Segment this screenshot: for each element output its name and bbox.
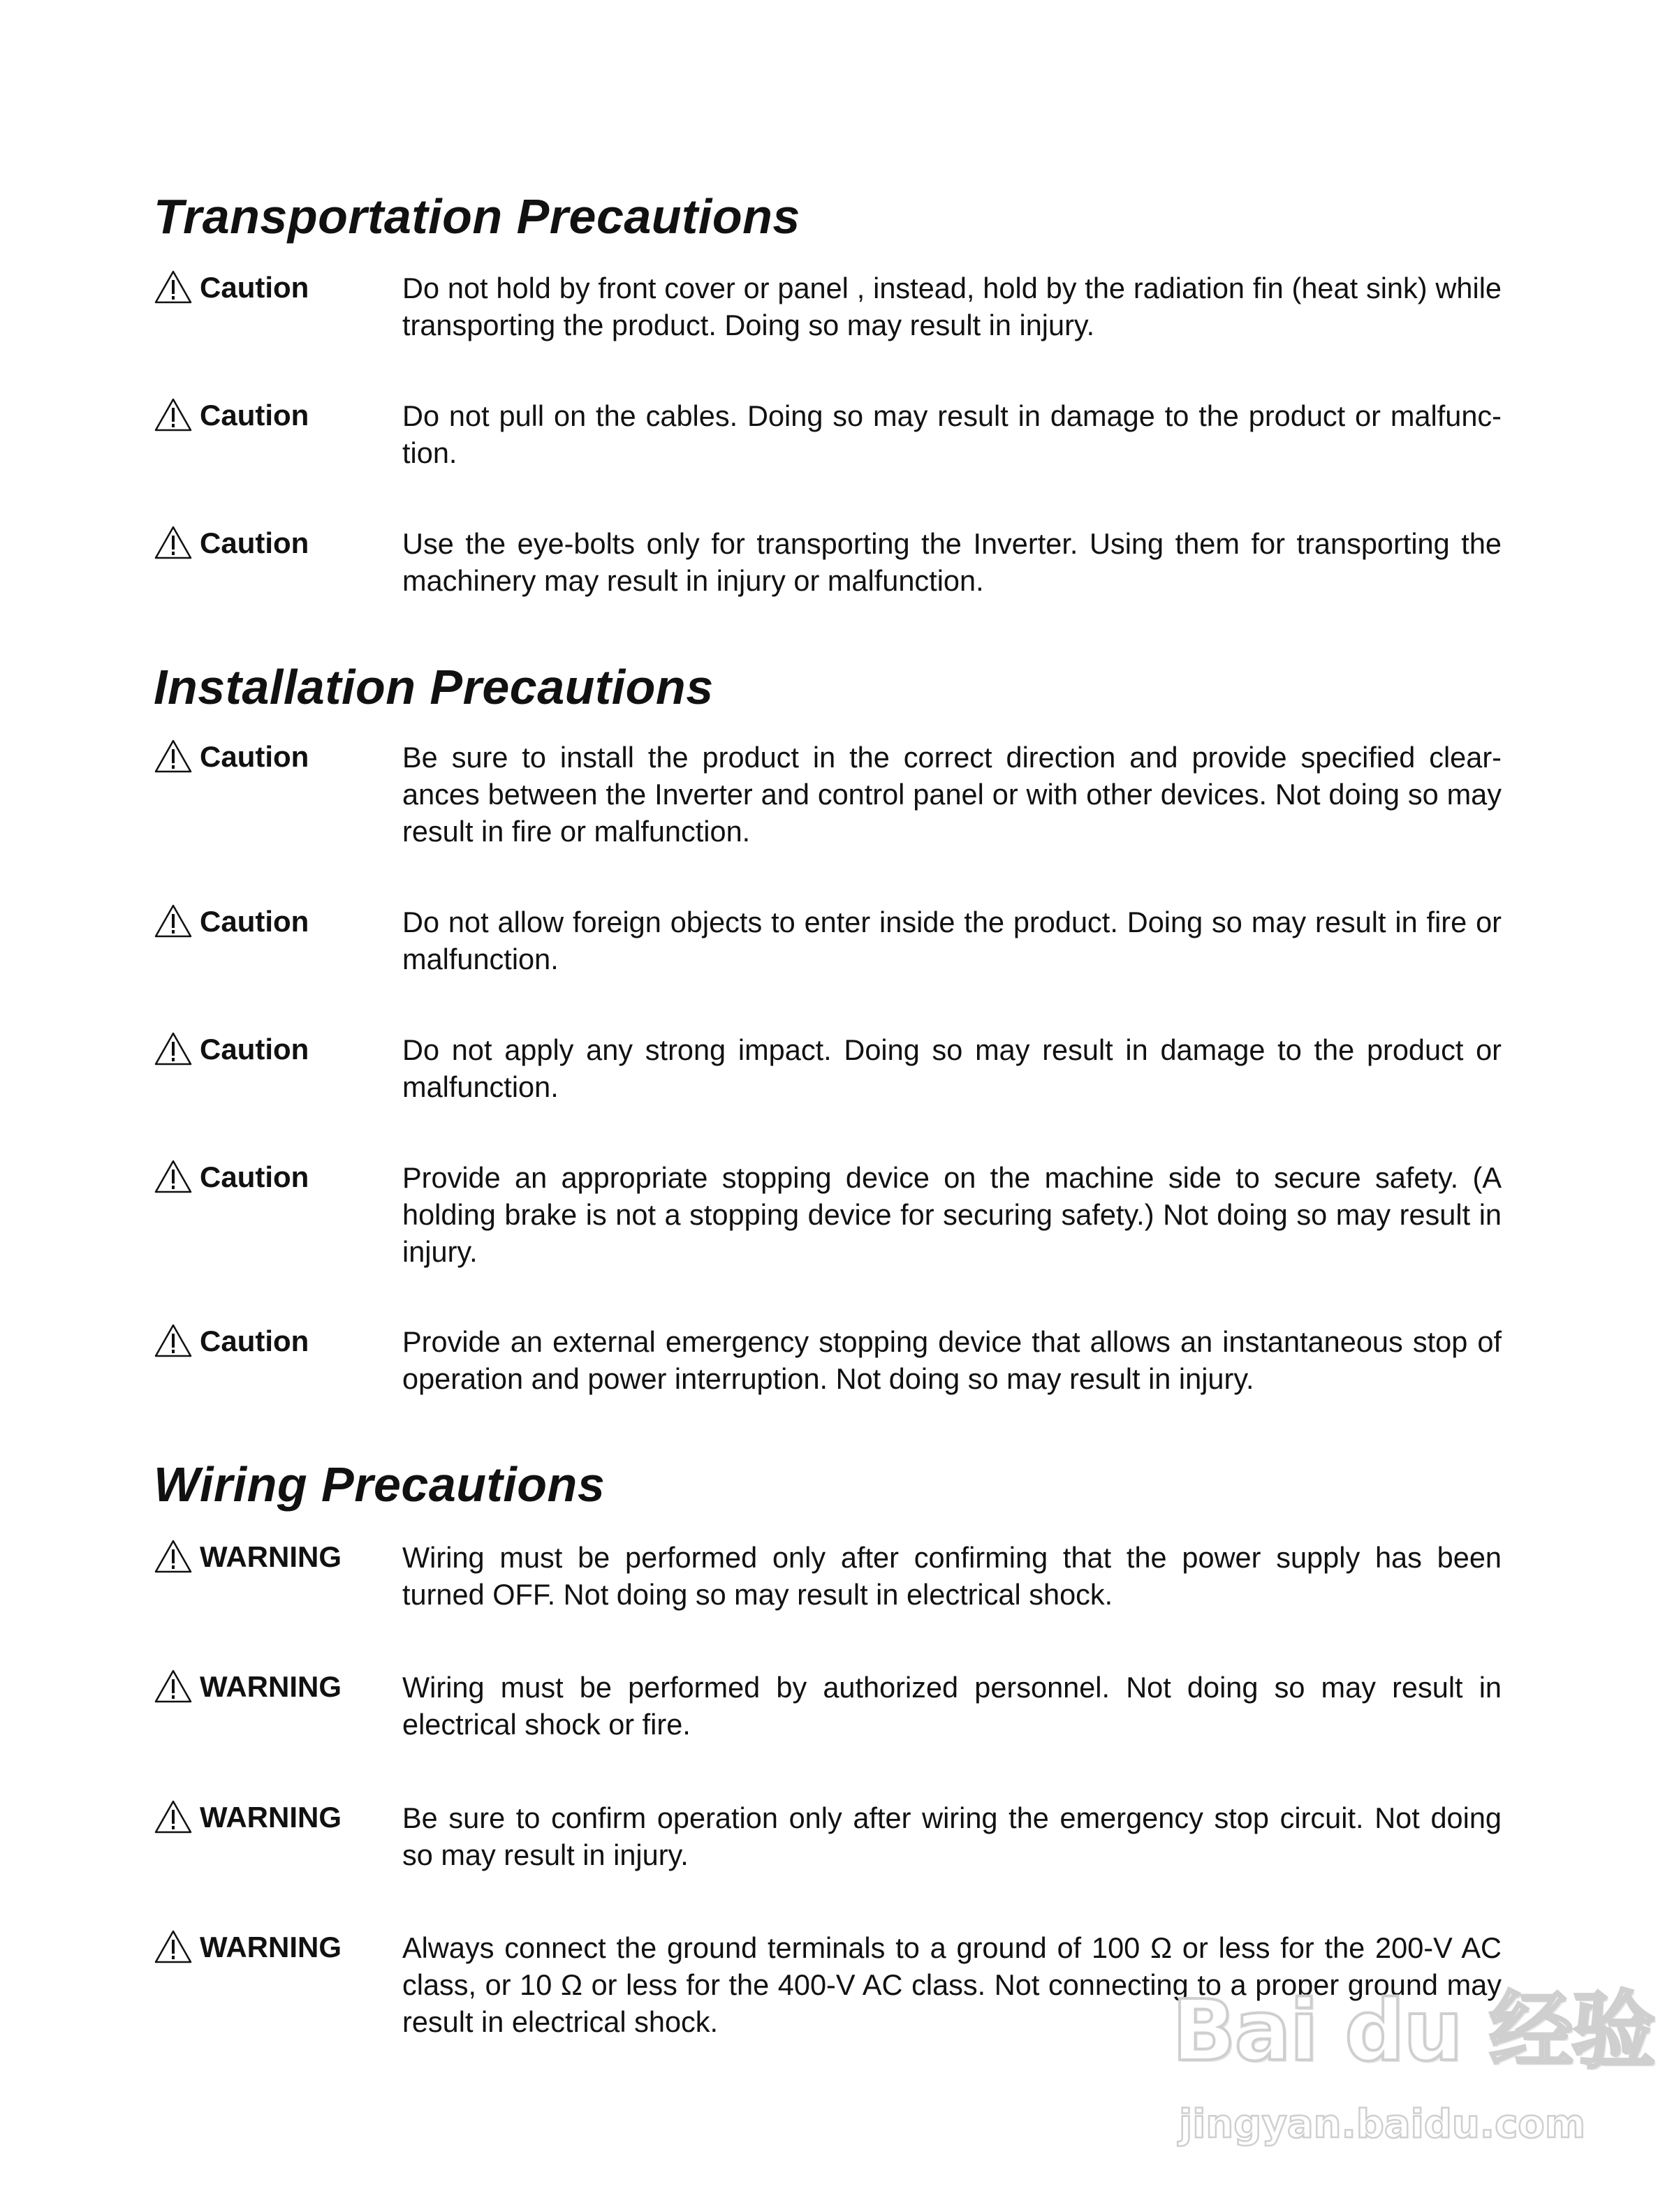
warning-triangle-icon [154, 1159, 193, 1194]
precaution-label [154, 1159, 309, 1197]
precaution-text: Use the eye-bolts only for transporting the Inverter. Using them for transporting the machinery may result in injury or malfunction. [402, 527, 1502, 597]
warning-label: WARNING [200, 1670, 342, 1703]
warning-triangle-icon [154, 1669, 193, 1704]
section-title-wiring: Wiring Precautions [154, 1457, 606, 1512]
precaution-text: Do not hold by front cover or panel , instead, hold by the radiation fin (heat sink) while transporting the product. Doing so may result in injury. [402, 272, 1502, 341]
caution-label: Caution [200, 271, 309, 304]
precaution-text: Be sure to confirm operation only after wiring the emergency stop circuit. Not doing so may result in injury. [402, 1801, 1502, 1871]
precaution-text: Always connect the ground terminals to a ground of 100 Ω or less for the 200-V AC class, or 10 Ω or less for the 400-V AC class. Not connecting to a proper ground may result in electrical shock. [402, 1931, 1502, 2038]
precaution-text: Wiring must be performed by authorized personnel. Not doing so may result in electrical shock or fire. [402, 1671, 1502, 1741]
warning-triangle-icon [154, 739, 193, 774]
caution-label: Caution [200, 399, 309, 432]
warning-triangle-icon [154, 1323, 193, 1358]
precaution-label [154, 397, 309, 435]
precaution-label [154, 904, 309, 941]
caution-label: Caution [200, 905, 309, 938]
warning-triangle-icon [154, 525, 193, 560]
precaution-label [154, 739, 309, 776]
caution-label: Caution [200, 1325, 309, 1357]
watermark-logo: Bai du 经验 [1172, 1983, 1655, 2080]
section-title-transportation: Transportation Precautions [154, 189, 800, 244]
precaution-label [154, 1929, 342, 1967]
caution-label: Caution [200, 1033, 309, 1066]
precaution-label [154, 1799, 342, 1837]
warning-triangle-icon [154, 397, 193, 432]
precaution-text: Do not allow foreign objects to enter inside the product. Doing so may result in fire or malfunction. [402, 906, 1502, 975]
precaution-label [154, 270, 309, 307]
warning-triangle-icon [154, 270, 193, 304]
caution-label: Caution [200, 740, 309, 773]
warning-triangle-icon [154, 904, 193, 938]
precaution-label [154, 1031, 309, 1069]
section-title-installation: Installation Precautions [154, 660, 714, 714]
warning-label: WARNING [200, 1801, 342, 1834]
caution-label: Caution [200, 1160, 309, 1193]
watermark-url: jingyan.baidu.com [1179, 2102, 1586, 2147]
precaution-text: Provide an appropriate stopping device on the machine side to secure safety. (A holding brake is not a stopping device for securing safety.) Not doing so may result in injury. [402, 1161, 1502, 1268]
precaution-text: Be sure to install the product in the correct direction and provide specified clear-ances between the Inverter and control panel or with other devices. Not doing so may result in fire or malfunction. [402, 741, 1502, 848]
precaution-text: Do not pull on the cables. Doing so may result in damage to the product or malfunc-tion. [402, 399, 1502, 469]
warning-label: WARNING [200, 1540, 342, 1573]
warning-triangle-icon [154, 1799, 193, 1834]
warning-triangle-icon [154, 1031, 193, 1066]
precaution-label [154, 1539, 342, 1577]
precaution-text: Do not apply any strong impact. Doing so may result in damage to the product or malfunction. [402, 1033, 1502, 1103]
precaution-text: Provide an external emergency stopping device that allows an instantaneous stop of operation and power interruption. Not doing so may result in injury. [402, 1325, 1502, 1395]
caution-label: Caution [200, 526, 309, 559]
precaution-label [154, 1669, 342, 1706]
precaution-text: Wiring must be performed only after confirming that the power supply has been turned OFF. Not doing so may result in electrical shock. [402, 1541, 1502, 1611]
precaution-label [154, 1323, 309, 1361]
precaution-label [154, 525, 309, 563]
warning-triangle-icon [154, 1929, 193, 1964]
warning-triangle-icon [154, 1539, 193, 1574]
warning-label: WARNING [200, 1931, 342, 1963]
